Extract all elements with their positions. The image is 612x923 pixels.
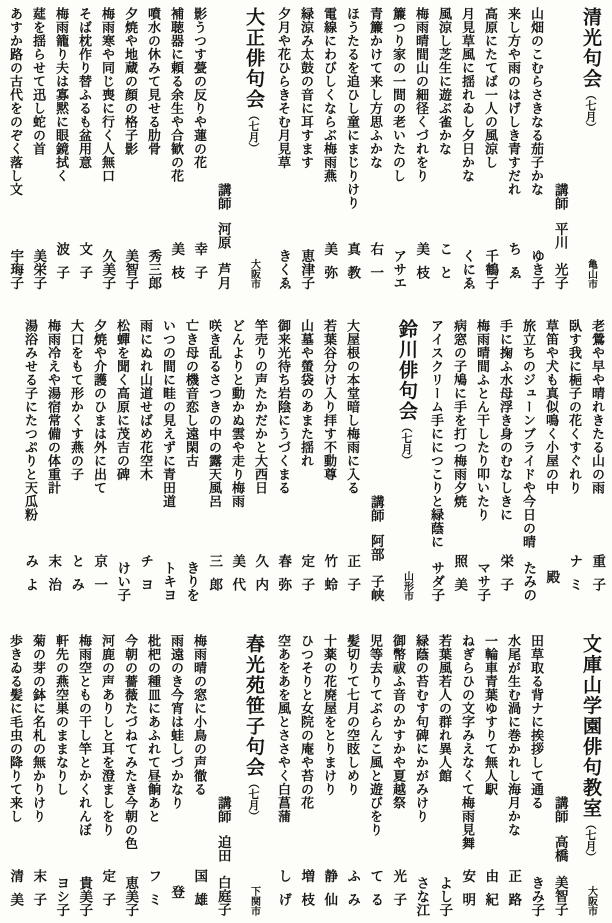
haiku-author: 竹蛉 bbox=[322, 553, 338, 601]
haiku-text: 緑涼み太鼓の音に耳すます bbox=[299, 7, 314, 169]
haiku-text: 児等去りてぶらんこ風と遊びをり bbox=[368, 634, 383, 837]
haiku-column bbox=[272, 7, 295, 289]
haiku-text: 梅雨晴間山の細径くづれをり bbox=[414, 7, 429, 183]
section-header-column bbox=[235, 634, 272, 916]
haiku-text: 軒先の燕空巣のままなりし bbox=[54, 634, 69, 796]
section-city: 大阪市 bbox=[585, 886, 597, 916]
haiku-text: ほうたるを追ひし童にまじりけり bbox=[345, 7, 360, 210]
section-header-column bbox=[388, 319, 425, 601]
section-title-text: 大正俳句会 bbox=[243, 7, 264, 110]
haiku-author: 栄子 bbox=[498, 553, 514, 601]
haiku-author: 国雄 bbox=[192, 868, 208, 916]
lecturer-name: 高橋 美智子 bbox=[552, 835, 568, 916]
haiku-text: 補聴器に頼る余生や合歓の花 bbox=[169, 7, 184, 183]
haiku-column bbox=[479, 7, 502, 289]
haiku-text: そば枕作り替ふるも盆用意 bbox=[77, 7, 92, 169]
haiku-text: 山畑のこむらさきなる茄子かな bbox=[529, 7, 544, 196]
haiku-column bbox=[249, 319, 272, 601]
haiku-author: ナミ bbox=[567, 553, 583, 601]
haiku-author: 恵津子 bbox=[299, 248, 315, 289]
haiku-author: 波子 bbox=[54, 241, 70, 289]
haiku-author: きみ子 bbox=[529, 875, 545, 916]
haiku-column bbox=[318, 7, 341, 289]
section-city: 大阪市 bbox=[248, 259, 260, 289]
haiku-text: 夕焼や介護のひまは外に出て bbox=[92, 319, 107, 495]
section-city: 下関市 bbox=[248, 886, 260, 916]
section-header-column bbox=[235, 7, 272, 289]
haiku-author: とみ bbox=[69, 553, 85, 601]
section-title bbox=[244, 634, 263, 822]
section-title-text: 文庫山学園俳句教室 bbox=[580, 634, 601, 819]
haiku-column bbox=[410, 634, 433, 916]
band-top bbox=[3, 7, 609, 289]
haiku-author: 正路 bbox=[506, 868, 522, 916]
band-middle bbox=[3, 319, 609, 601]
haiku-text: ひつそりと女院の庵や苔の花 bbox=[299, 634, 314, 810]
haiku-author: 千鶴子 bbox=[483, 248, 499, 289]
haiku-author: くにゑ bbox=[460, 248, 476, 289]
lecturer-column bbox=[548, 634, 572, 916]
haiku-text: 緑蔭の苔むす句碑にかがみけり bbox=[414, 634, 429, 823]
haiku-column bbox=[387, 7, 410, 289]
haiku-column bbox=[295, 319, 318, 601]
haiku-column bbox=[448, 319, 471, 601]
section-period: （七月） bbox=[584, 818, 596, 863]
haiku-text: 一輪車青葉ゆすりて無人駅 bbox=[483, 634, 498, 796]
haiku-column bbox=[88, 319, 111, 601]
haiku-column bbox=[471, 319, 494, 601]
lecturer-label: 講師 bbox=[552, 182, 568, 210]
haiku-text: 雨遠のき今宵は蛙しづかなり bbox=[169, 634, 184, 810]
haiku-text: どんよりと動かぬ雲や走り梅雨 bbox=[230, 319, 245, 508]
haiku-column bbox=[27, 7, 50, 289]
section-title bbox=[581, 634, 600, 863]
haiku-text: 青簾かけて来し方思ふかな bbox=[368, 7, 383, 169]
haiku-text: 梅雨冷えや湯宿常備の体重計 bbox=[46, 319, 61, 495]
haiku-author: 殿 bbox=[544, 569, 560, 583]
haiku-author: ゆき子 bbox=[529, 248, 545, 289]
haiku-column bbox=[119, 634, 142, 916]
haiku-column bbox=[272, 319, 295, 601]
haiku-author: 美枝 bbox=[169, 241, 185, 289]
haiku-column bbox=[410, 7, 433, 289]
haiku-author: みよ bbox=[23, 553, 39, 601]
section-title bbox=[397, 319, 416, 466]
haiku-text: いつの間に畦の見えずに青田道 bbox=[161, 319, 176, 508]
haiku-column bbox=[387, 634, 410, 916]
section-title bbox=[244, 7, 263, 154]
haiku-text: 竿売りの声たかだかと大西日 bbox=[253, 319, 268, 495]
haiku-text: 噴水の休みて見せる肋骨 bbox=[146, 7, 161, 156]
haiku-author: さな江 bbox=[414, 875, 430, 916]
haiku-column bbox=[134, 319, 157, 601]
haiku-text: 梅雨寒や同じ喪に行く人無口 bbox=[100, 7, 115, 183]
haiku-column bbox=[226, 319, 249, 601]
haiku-author: 光子 bbox=[391, 868, 407, 916]
haiku-text: 空あをあを風とささやく白菖蒲 bbox=[276, 634, 291, 823]
haiku-text: 菊の芽の鉢に名札の無かりけり bbox=[31, 634, 46, 823]
section-header-column bbox=[572, 7, 609, 289]
haiku-column bbox=[188, 7, 211, 289]
haiku-author: 美智子 bbox=[123, 248, 139, 289]
haiku-author: きりを bbox=[184, 560, 200, 601]
haiku-column bbox=[456, 7, 479, 289]
haiku-author: 定子 bbox=[299, 553, 315, 601]
section-title-text: 清光句会 bbox=[580, 7, 601, 89]
section-title-text: 春光苑笹子句会 bbox=[243, 634, 264, 778]
lecturer-column bbox=[548, 7, 572, 289]
haiku-author: 貴美子 bbox=[77, 875, 93, 916]
haiku-column bbox=[318, 634, 341, 916]
haiku-author: 宇珻子 bbox=[8, 248, 24, 289]
haiku-author: 美代 bbox=[230, 553, 246, 601]
haiku-column bbox=[157, 319, 180, 601]
haiku-author: 久内 bbox=[253, 553, 269, 601]
haiku-column bbox=[142, 634, 165, 916]
haiku-text: 梅雨晴の窓に小鳥の声徹る bbox=[192, 634, 207, 796]
section-period: （七月） bbox=[584, 89, 596, 133]
haiku-author: 静仙 bbox=[322, 868, 338, 916]
haiku-column bbox=[203, 319, 226, 601]
lecturer-name: 迫田 白庭子 bbox=[215, 835, 231, 916]
haiku-column bbox=[50, 7, 73, 289]
haiku-text: 電線にわびしくならぶ梅雨燕 bbox=[322, 7, 337, 183]
haiku-column bbox=[4, 634, 27, 916]
section-title bbox=[581, 7, 600, 133]
haiku-text: ねぎらひの文字みえなくて梅雨見舞 bbox=[460, 634, 475, 850]
haiku-text: アイスクリーム手ににつこりと緑蔭に bbox=[429, 319, 444, 549]
haiku-author: 真教 bbox=[345, 241, 361, 289]
haiku-column bbox=[65, 319, 88, 601]
haiku-text: 来し方や雨のはげしき青すだれ bbox=[506, 7, 521, 196]
haiku-column bbox=[272, 634, 295, 916]
lecturer-line bbox=[216, 183, 230, 290]
haiku-author: 幸子 bbox=[192, 241, 208, 289]
haiku-text: 若葉谷分け入り拝す不動尊 bbox=[322, 319, 337, 481]
haiku-column bbox=[479, 634, 502, 916]
haiku-author: 増枝 bbox=[299, 868, 315, 916]
haiku-text: 松蟬を聞く高原に茂吉の碑 bbox=[115, 319, 130, 481]
haiku-author: マサ子 bbox=[475, 560, 491, 601]
haiku-text: 臥す我に梔子の花くすぐれり bbox=[567, 319, 582, 495]
section-period: （七月） bbox=[400, 421, 412, 466]
haiku-text: 御来光待ち岩陰にうづくまる bbox=[276, 319, 291, 495]
haiku-text: 月見草風に揺れゐし夕日かな bbox=[460, 7, 475, 183]
haiku-column bbox=[341, 7, 364, 289]
haiku-text: 髪切りて七月の空眩しめり bbox=[345, 634, 360, 796]
haiku-author: サダ子 bbox=[429, 560, 445, 601]
haiku-author: ふみ bbox=[345, 868, 361, 916]
haiku-author: 清美 bbox=[8, 868, 24, 916]
haiku-column bbox=[341, 634, 364, 916]
haiku-text: 梅雨晴間ふとん干したり叩いたり bbox=[475, 319, 490, 522]
haiku-column bbox=[540, 319, 563, 601]
haiku-text: 夕月や花ひらきそむ月見草 bbox=[276, 7, 291, 169]
lecturer-line bbox=[216, 796, 230, 916]
lecturer-column bbox=[211, 7, 235, 289]
haiku-column bbox=[364, 634, 387, 916]
haiku-author: 美弥 bbox=[322, 241, 338, 289]
haiku-column bbox=[180, 319, 203, 601]
haiku-author: 秀三郎 bbox=[146, 248, 162, 289]
section-city: 山形市 bbox=[401, 571, 413, 601]
lecturer-column bbox=[364, 319, 388, 601]
haiku-author: 重子 bbox=[590, 553, 606, 601]
haiku-author: たみの bbox=[521, 560, 537, 601]
lecturer-line bbox=[369, 495, 383, 602]
haiku-text: 田草取る背ナに挨拶して通る bbox=[529, 634, 544, 810]
haiku-column bbox=[502, 634, 525, 916]
haiku-text: 大口をもて形かくす燕の子 bbox=[69, 319, 84, 481]
haiku-author: 末治 bbox=[46, 553, 62, 601]
lecturer-name: 平川 光子 bbox=[552, 221, 568, 289]
haiku-column bbox=[295, 7, 318, 289]
haiku-author: てる bbox=[368, 868, 384, 916]
haiku-column bbox=[517, 319, 540, 601]
section-city: 亀山市 bbox=[585, 259, 597, 289]
haiku-author: こと bbox=[437, 241, 453, 289]
haiku-column bbox=[456, 634, 479, 916]
haiku-column bbox=[165, 634, 188, 916]
haiku-text: 雨にぬれ山道せばめ花空木 bbox=[138, 319, 153, 481]
haiku-column bbox=[318, 319, 341, 601]
haiku-author: よし子 bbox=[437, 875, 453, 916]
haiku-column bbox=[425, 319, 448, 601]
haiku-author: 美枝 bbox=[414, 241, 430, 289]
haiku-author: フミ bbox=[146, 868, 162, 916]
haiku-column bbox=[502, 7, 525, 289]
haiku-author: 照美 bbox=[452, 553, 468, 601]
haiku-text: 亡き母の機音恋し遠閑古 bbox=[184, 319, 199, 468]
haiku-text: あすか路の古代をのぞく落し文 bbox=[8, 7, 23, 196]
haiku-author: トキヨ bbox=[161, 560, 177, 601]
haiku-text: 莚を揺らせて迅し蛇の首 bbox=[31, 7, 46, 156]
haiku-author: 三郎 bbox=[207, 553, 223, 601]
haiku-column bbox=[563, 319, 586, 601]
lecturer-label: 講師 bbox=[368, 494, 384, 522]
haiku-text: 夕焼や地蔵の顔の格子影 bbox=[123, 7, 138, 156]
haiku-text: 歩きゐる髪に毛虫の降りて来し bbox=[8, 634, 23, 823]
lecturer-name: 阿部 子峡 bbox=[368, 533, 384, 601]
haiku-author: 安明 bbox=[460, 868, 476, 916]
section-period: （七月） bbox=[247, 109, 259, 154]
haiku-column bbox=[341, 319, 364, 601]
haiku-author: 文子 bbox=[77, 241, 93, 289]
haiku-author: きくゑ bbox=[276, 248, 292, 289]
haiku-author: 正子 bbox=[345, 553, 361, 601]
lecturer-label: 講師 bbox=[552, 796, 568, 823]
haiku-text: 枇杷の種皿にあふれて昼餉あと bbox=[146, 634, 161, 823]
haiku-text: 御幣祓ふ音のかすかや夏越祭 bbox=[391, 634, 406, 810]
haiku-text: 河鹿の声ありしと耳を澄ましをり bbox=[100, 634, 115, 837]
haiku-column bbox=[27, 634, 50, 916]
lecturer-name: 河原 芦月 bbox=[215, 221, 231, 289]
haiku-column bbox=[433, 7, 456, 289]
haiku-column bbox=[364, 7, 387, 289]
haiku-author: 美栄子 bbox=[31, 248, 47, 289]
haiku-text: 高原にたてば一人の風涼し bbox=[483, 7, 498, 169]
haiku-text: 湯浴みせる子にたつぷりと天瓜粉 bbox=[23, 319, 38, 522]
haiku-text: 老鶯や早や晴れきたる山の雨 bbox=[590, 319, 605, 495]
haiku-author: 右一 bbox=[368, 241, 384, 289]
band-bottom bbox=[3, 634, 609, 916]
haiku-author: 春弥 bbox=[276, 553, 292, 601]
haiku-text: 影うつす甍の反りや蓮の花 bbox=[192, 7, 207, 169]
section-title-text: 鈴川俳句会 bbox=[396, 319, 417, 422]
haiku-author: けい子 bbox=[115, 560, 131, 601]
haiku-author: 恵美子 bbox=[123, 875, 139, 916]
haiku-author: しげ bbox=[276, 868, 292, 916]
haiku-text: 梅雨籠り夫は寡黙に眼鏡拭く bbox=[54, 7, 69, 183]
haiku-column bbox=[119, 7, 142, 289]
lecturer-label: 講師 bbox=[215, 796, 231, 823]
haiku-text: 草笛や犬も真似鳴く小屋の中 bbox=[544, 319, 559, 495]
haiku-author: チヨ bbox=[138, 553, 154, 601]
lecturer-label: 講師 bbox=[215, 182, 231, 210]
haiku-column bbox=[525, 634, 548, 916]
haiku-text: 手に掬ふ水母浮き身のむなしきに bbox=[498, 319, 513, 522]
lecturer-line bbox=[553, 796, 567, 916]
haiku-text: 旅立ちのジューンブライドや今日の晴 bbox=[521, 319, 536, 549]
haiku-author: 定子 bbox=[100, 868, 116, 916]
haiku-column bbox=[42, 319, 65, 601]
haiku-author: 末子 bbox=[31, 868, 47, 916]
haiku-column bbox=[525, 7, 548, 289]
haiku-column bbox=[188, 634, 211, 916]
haiku-author: アサエ bbox=[391, 248, 407, 289]
haiku-text: 病窓の子鳩に手を打つ梅雨夕焼 bbox=[452, 319, 467, 508]
haiku-author: ちゑ bbox=[506, 241, 522, 289]
section-header-column bbox=[572, 634, 609, 916]
haiku-text: 十薬の花廃屋をとりまけり bbox=[322, 634, 337, 796]
haiku-author: 登 bbox=[169, 884, 185, 898]
haiku-column bbox=[4, 7, 27, 289]
haiku-text: 若葉風若人の群れ異人館 bbox=[437, 634, 452, 783]
haiku-text: 水尾が生む渦に巻かれし海月かな bbox=[506, 634, 521, 837]
haiku-column bbox=[494, 319, 517, 601]
haiku-column bbox=[73, 7, 96, 289]
lecturer-line bbox=[553, 183, 567, 290]
haiku-column bbox=[96, 7, 119, 289]
haiku-column bbox=[96, 634, 119, 916]
haiku-author: 由紀 bbox=[483, 868, 499, 916]
haiku-text: 咲き乱るさつきの中の露天風呂 bbox=[207, 319, 222, 508]
haiku-author: ヨシ子 bbox=[54, 875, 70, 916]
haiku-column bbox=[50, 634, 73, 916]
haiku-text: 大屋根の本堂暗し梅雨に入る bbox=[345, 319, 360, 495]
haiku-column bbox=[295, 634, 318, 916]
haiku-column bbox=[433, 634, 456, 916]
haiku-author: 京一 bbox=[92, 553, 108, 601]
haiku-column bbox=[19, 319, 42, 601]
haiku-column bbox=[586, 319, 609, 601]
haiku-text: 山墓や螢袋のあまた揺れ bbox=[299, 319, 314, 468]
haiku-column bbox=[73, 634, 96, 916]
haiku-column bbox=[111, 319, 134, 601]
haiku-text: 簾つり家の一間の老いたのし bbox=[391, 7, 406, 183]
haiku-text: 風涼し芝生に遊ぶ雀かな bbox=[437, 7, 452, 156]
haiku-author: 久美子 bbox=[100, 248, 116, 289]
haiku-column bbox=[165, 7, 188, 289]
haiku-text: 梅雨空ともの干し竿とかくれんぼ bbox=[77, 634, 92, 837]
haiku-column bbox=[142, 7, 165, 289]
section-period: （七月） bbox=[247, 777, 259, 822]
lecturer-column bbox=[211, 634, 235, 916]
haiku-text: 今朝の薔薇たづねてみたき今朝の色 bbox=[123, 634, 138, 850]
